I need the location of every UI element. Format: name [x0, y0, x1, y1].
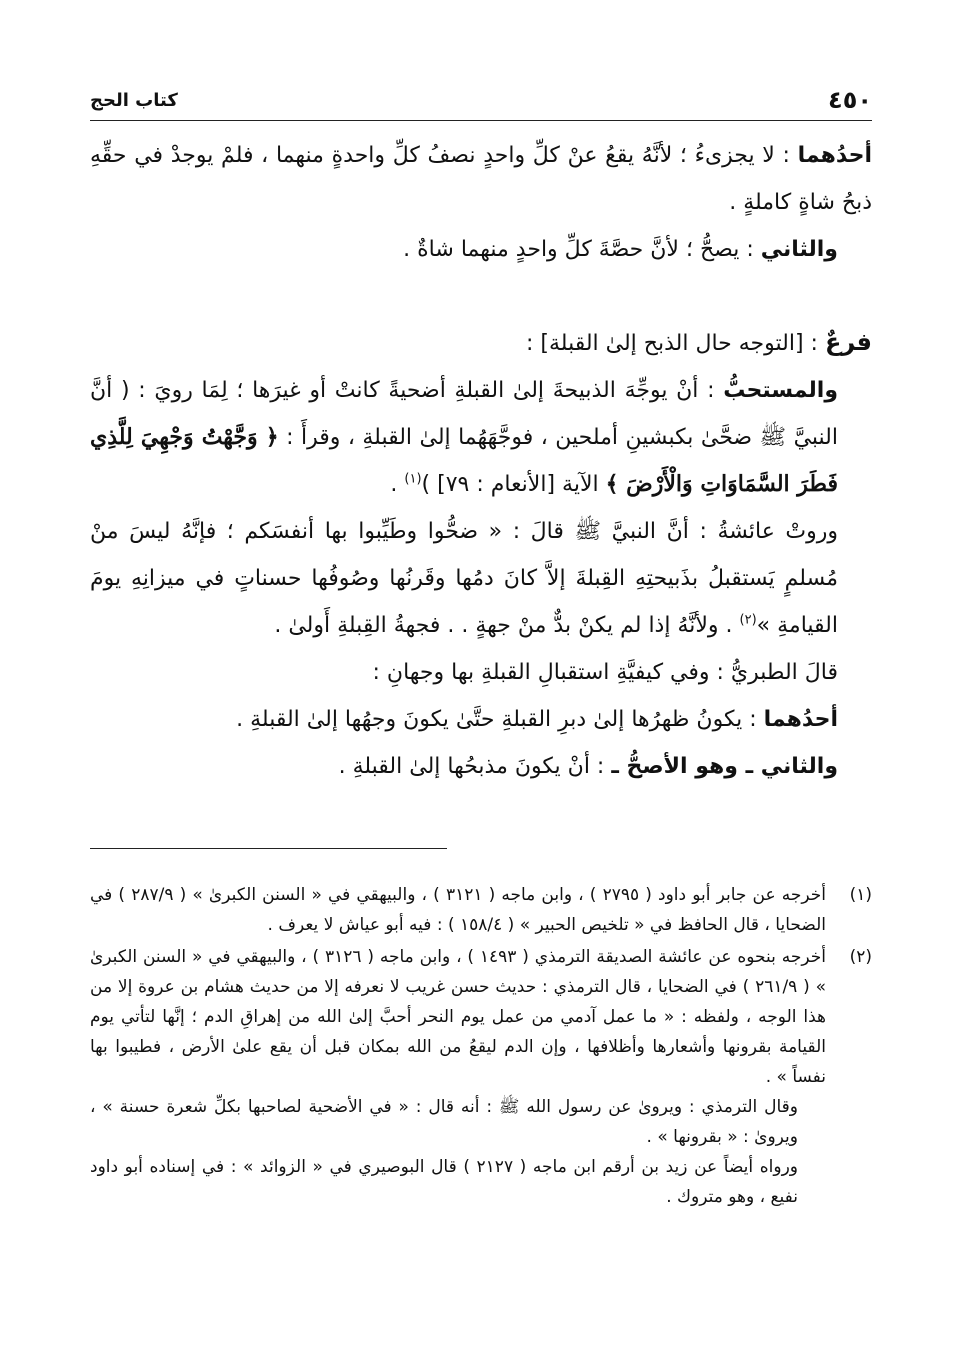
page-header: [90, 86, 872, 116]
quran-verse: ﴿ وَجَّهْتُ وَجْهِيَ لِلَّذِي فَطَرَ السَّمَاوَاتِ وَالْأَرْضَ ﴾: [90, 424, 838, 497]
paragraph-first-way: [90, 696, 872, 743]
footnote-number: (٢): [849, 947, 872, 967]
paragraph-text: : يصحُّ ؛ لأنَّ حصَّةَ كلِّ واحدٍ منهما شاةٌ .: [403, 237, 761, 262]
paragraph-text: : أنْ يوجِّهَ الذبيحةَ إلىٰ القبلةِ أضحيةً كانتْ أو غيرَها ؛ لِمَا رويَ : ( أنَّ النبيَّ ﷺ ضحَّىٰ بكبشينِ أملحين ، فوجَّهَهُما إلىٰ القبلةِ ، وقرأَ :: [90, 378, 838, 450]
spacer: [90, 273, 872, 319]
footnote-1: [90, 880, 872, 940]
footnote-divider: [90, 848, 447, 849]
footnote-ref: (٢): [739, 612, 757, 628]
running-title: كتاب الحج: [90, 90, 178, 111]
footnote-number: (١): [849, 885, 872, 905]
header-divider: [90, 120, 872, 121]
paragraph-text: : لا يجزىءُ ؛ لأنَّهُ يقعُ عنْ كلِّ واحدٍ نصفُ كلِّ واحدةٍ منهما ، فلمْ يوجدْ في حقِّهِ ذبحُ شاةٍ كاملةٍ .: [90, 143, 872, 215]
paragraph-text: وروتْ عائشةُ : أنَّ النبيَّ ﷺ قالَ : « ضحُّوا وطَيِّبوا بها أنفسَكم ؛ فإنَّهُ ليسَ منْ مُسلمٍ يَستقبلُ بذَبيحتِهِ القِبلةَ إلاَّ كانَ دمُها وقَرنُها وصُوفُها حسناتٍ في ميزانِهِ يومَ القيامةِ »: [90, 519, 838, 638]
paragraph-text-end: .: [390, 472, 405, 497]
term-first: أحدُهما: [797, 143, 872, 168]
paragraph-text-end: . ولأنَّهُ إذا لم يكنْ بدٌّ منْ جهةٍ . . فجهةُ القِبلةِ أَولىٰ .: [274, 613, 740, 638]
term-first: أحدُهما: [763, 707, 838, 732]
section-heading-lead: فرعٌ: [824, 328, 872, 356]
footnote-body: [90, 942, 826, 1212]
main-text: [90, 132, 872, 790]
paragraph-text: : يكونُ ظهرُها إلىٰ دبرِ القبلةِ حتَّىٰ يكونَ وجهُها إلىٰ القبلةِ .: [236, 707, 764, 732]
term-second: والثاني ـ وهو الأصحُّ ـ: [611, 754, 838, 779]
footnote-text: أخرجه عن جابر أبو داود ( ٢٧٩٥ ) ، وابن ماجه ( ٣١٢١ ) ، والبيهقي في « السنن الكبرىٰ » ( ٢٨٧/٩ ) في الضحايا ، قال الحافظ في « تلخيص الحبير » ( ١٥٨/٤ ) : فيه أبو عياش لا يعرف .: [90, 885, 826, 935]
section-heading: [90, 319, 872, 367]
paragraph-aisha-hadith: [90, 508, 872, 649]
page-number: ٤٥٠: [828, 86, 872, 114]
paragraph-tabari: [90, 649, 872, 696]
footnote-ref: (١): [404, 471, 422, 487]
footnote-text: أخرجه بنحوه عن عائشة الصديقة الترمذي ( ١٤٩٣ ) ، وابن ماجه ( ٣١٢٦ ) ، والبيهقي في « السنن الكبرىٰ » ( ٢٦١/٩ ) في الضحايا ، قال الترمذي : حديث حسن غريب لا نعرفه إلا من حديث هشام بن عروة إلا من هذا الوجه ، ولفظه : « ما عمل آدمي من عمل يوم النحر أحبَّ إلىٰ الله من إهراقِ الدم ؛ إنَّها لتأتي يوم القيامة بقرونها وأشعارها وأظلافها ، وإن الدم ليقعُ من الله بمكان قبل أن يقع علىٰ الأرض ، فطيبوا بها نفساً » .: [90, 947, 827, 1087]
section-heading-text: : [التوجه حال الذبح إلىٰ القبلة] :: [526, 331, 825, 356]
footnote-subparagraph: ورواه أيضاً عن زيد بن أرقم ابن ماجه ( ٢١٢٧ ) قال البوصيري في « الزوائد » : في إسناده أبو داود نفيع ، وهو متروك .: [90, 1157, 798, 1207]
paragraph-first-opinion: [90, 132, 872, 226]
term-recommended: والمستحبُّ: [723, 378, 838, 403]
paragraph-second-way: [90, 743, 872, 790]
book-page: [90, 0, 872, 1366]
paragraph-text: : أنْ يكونَ مذبحُها إلىٰ القبلةِ .: [338, 754, 612, 779]
paragraph-text: قالَ الطبريُّ : وفي كيفيَّةِ استقبالِ القبلةِ بها وجهانِ :: [372, 660, 838, 685]
paragraph-recommended: [90, 367, 872, 508]
footnotes: [90, 880, 872, 1214]
footnote-2: [90, 942, 872, 1212]
term-second: والثاني: [760, 237, 838, 262]
verse-reference: الآية [الأنعام : ٧٩] ): [421, 472, 606, 497]
footnote-body: [90, 880, 826, 940]
footnote-subparagraph: وقال الترمذي : ويروىٰ عن رسول الله ﷺ : أنه قال : « في الأضحية لصاحبها بكلِّ شعرة حسنة » ، ويروىٰ : « بقرونها » .: [90, 1097, 798, 1147]
paragraph-second-opinion: [90, 226, 872, 273]
